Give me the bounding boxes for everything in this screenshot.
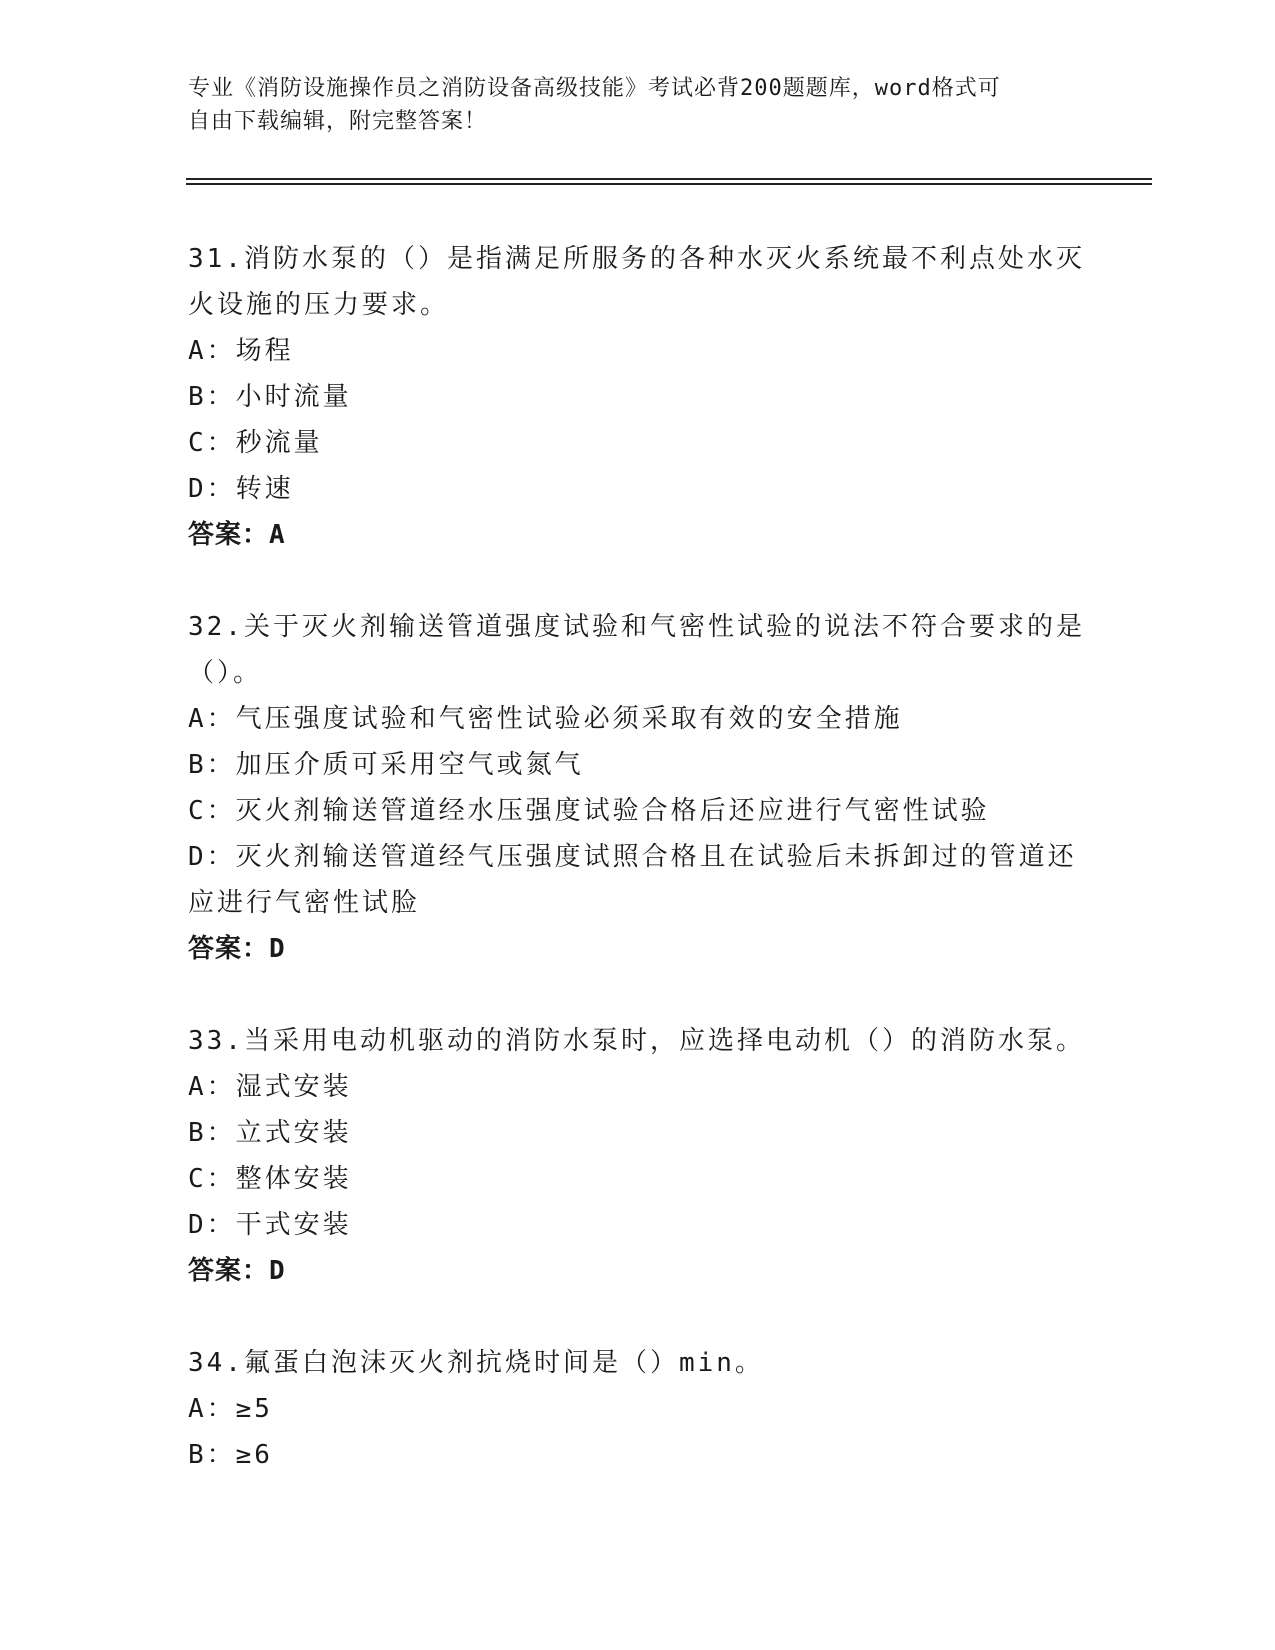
question-stem: 31.消防水泵的（）是指满足所服务的各种水灭火系统最不利点处水灭火设施的压力要求。 xyxy=(188,244,1085,320)
document-header xyxy=(188,72,1068,138)
option-b: B：立式安装 xyxy=(188,1118,352,1148)
question-34 xyxy=(188,1340,1088,1478)
answer-label: 答案： xyxy=(188,1256,270,1286)
header-line-1: 专业《消防设施操作员之消防设备高级技能》考试必背200题题库，word格式可 xyxy=(188,76,1001,101)
question-33 xyxy=(188,1018,1088,1294)
option-a: A：场程 xyxy=(188,336,294,366)
header-divider-top xyxy=(186,178,1152,180)
question-32 xyxy=(188,604,1088,972)
header-divider-bottom xyxy=(186,183,1152,185)
option-a: A：气压强度试验和气密性试验必须采取有效的安全措施 xyxy=(188,704,903,734)
option-c: C：整体安装 xyxy=(188,1164,352,1194)
answer-value: D xyxy=(269,1256,286,1286)
option-b: B：加压介质可采用空气或氮气 xyxy=(188,750,584,780)
header-line-2: 自由下载编辑，附完整答案！ xyxy=(188,109,488,134)
option-c: C：秒流量 xyxy=(188,428,323,458)
option-a: A：≥5 xyxy=(188,1394,273,1424)
option-c: C：灭火剂输送管道经水压强度试验合格后还应进行气密性试验 xyxy=(188,796,990,826)
option-d: D：灭火剂输送管道经气压强度试照合格且在试验后未拆卸过的管道还应进行气密性试脸 xyxy=(188,842,1077,918)
option-b: B：≥6 xyxy=(188,1440,273,1470)
question-stem: 32.关于灭火剂输送管道强度试验和气密性试验的说法不符合要求的是（）。 xyxy=(188,612,1085,688)
answer-label: 答案： xyxy=(188,934,270,964)
question-stem: 34.氟蛋白泡沫灭火剂抗烧时间是（）min。 xyxy=(188,1348,764,1378)
answer-value: D xyxy=(269,934,286,964)
option-d: D：干式安装 xyxy=(188,1210,352,1240)
answer-label: 答案： xyxy=(188,520,270,550)
answer-value: A xyxy=(269,520,286,550)
question-stem: 33.当采用电动机驱动的消防水泵时，应选择电动机（）的消防水泵。 xyxy=(188,1026,1085,1056)
option-b: B：小时流量 xyxy=(188,382,352,412)
question-list xyxy=(188,236,1088,1524)
answer-line xyxy=(188,926,1088,972)
question-31 xyxy=(188,236,1088,558)
answer-line xyxy=(188,1248,1088,1294)
option-d: D：转速 xyxy=(188,474,294,504)
answer-line xyxy=(188,512,1088,558)
option-a: A：湿式安装 xyxy=(188,1072,352,1102)
